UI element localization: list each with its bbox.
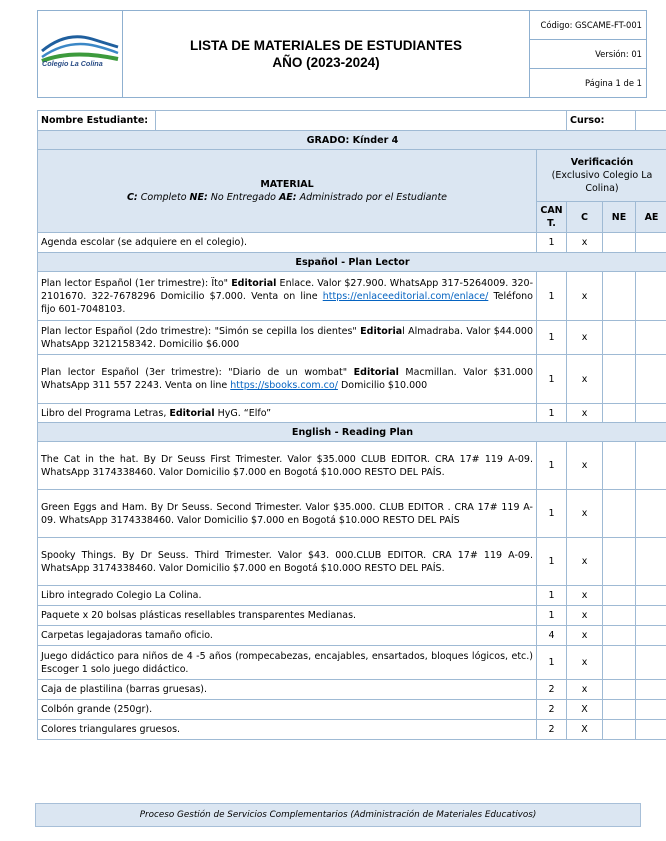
item-text: Libro del Programa Letras, bbox=[41, 407, 170, 419]
legend-title: MATERIAL bbox=[260, 179, 314, 190]
item-qty: 1 bbox=[537, 355, 567, 404]
item-check-ne[interactable] bbox=[603, 680, 636, 700]
table-row bbox=[38, 538, 666, 586]
item-check-ae[interactable] bbox=[636, 680, 666, 700]
item-qty: 4 bbox=[537, 626, 567, 646]
item-check-ne[interactable] bbox=[603, 720, 636, 740]
sbooks-link[interactable]: https://sbooks.com.co/ bbox=[230, 380, 338, 391]
table-row bbox=[38, 355, 666, 404]
item-check-c[interactable]: x bbox=[567, 404, 603, 423]
course-field[interactable] bbox=[636, 111, 666, 131]
item-check-c[interactable]: x bbox=[567, 646, 603, 680]
materials-table bbox=[37, 110, 666, 740]
item-check-ne[interactable] bbox=[603, 404, 636, 423]
item-check-c[interactable]: x bbox=[567, 538, 603, 586]
legend-ae-text: Administrado por el Estudiante bbox=[296, 192, 448, 203]
item-check-c[interactable]: x bbox=[567, 606, 603, 626]
item-check-ne[interactable] bbox=[603, 538, 636, 586]
item-check-ne[interactable] bbox=[603, 626, 636, 646]
item-qty: 1 bbox=[537, 272, 567, 321]
item-check-ae[interactable] bbox=[636, 720, 666, 740]
item-check-ae[interactable] bbox=[636, 233, 666, 253]
item-desc: Colbón grande (250gr). bbox=[38, 700, 537, 720]
hills-logo-icon bbox=[38, 19, 122, 79]
item-check-ae[interactable] bbox=[636, 404, 666, 423]
item-qty: 2 bbox=[537, 700, 567, 720]
item-qty: 1 bbox=[537, 538, 567, 586]
publisher-label: Editorial bbox=[169, 407, 215, 419]
item-check-c[interactable]: x bbox=[567, 233, 603, 253]
logo-text: Colegio La Colina bbox=[42, 59, 103, 68]
item-text: l Almadraba. Valor $44.000 WhatsApp 3212158342. Domicilio $6.000 bbox=[41, 325, 533, 350]
student-name-label: Nombre Estudiante: bbox=[38, 111, 156, 131]
item-desc bbox=[38, 404, 537, 423]
item-check-ae[interactable] bbox=[636, 538, 666, 586]
student-row bbox=[38, 111, 666, 131]
verification-title: Verificación bbox=[570, 157, 634, 168]
page-title bbox=[123, 11, 530, 98]
item-qty: 1 bbox=[537, 646, 567, 680]
item-check-ne[interactable] bbox=[603, 586, 636, 606]
table-row bbox=[38, 646, 666, 680]
item-qty: 1 bbox=[537, 321, 567, 355]
item-desc bbox=[38, 355, 537, 404]
verification-header bbox=[537, 150, 666, 202]
col-ae: AE bbox=[636, 202, 666, 233]
item-qty: 1 bbox=[537, 606, 567, 626]
table-row bbox=[38, 700, 666, 720]
footer: Proceso Gestión de Servicios Complementarios (Administración de Materiales Educativos) bbox=[35, 803, 641, 827]
table-row bbox=[38, 680, 666, 700]
table-row bbox=[38, 272, 666, 321]
section-spanish: Español - Plan Lector bbox=[38, 253, 666, 272]
item-check-ne[interactable] bbox=[603, 490, 636, 538]
col-cant: CANT. bbox=[537, 202, 567, 233]
item-check-c[interactable]: x bbox=[567, 490, 603, 538]
student-name-field[interactable] bbox=[156, 111, 567, 131]
item-check-ae[interactable] bbox=[636, 646, 666, 680]
item-check-ne[interactable] bbox=[603, 646, 636, 680]
legend-ae: AE: bbox=[278, 192, 297, 203]
title-line-1: LISTA DE MATERIALES DE ESTUDIANTES bbox=[189, 38, 462, 53]
item-desc: Green Eggs and Ham. By Dr Seuss. Second Trimester. Valor $35.000. CLUB EDITOR . CRA 17# 119 A-09. WhatsApp 3174338460. Valor Domicilio $7.000 en Bogotá $10.00O RESTO DEL PAÍS bbox=[38, 490, 537, 538]
col-ne: NE bbox=[603, 202, 636, 233]
item-desc bbox=[38, 321, 537, 355]
item-qty: 1 bbox=[537, 586, 567, 606]
verification-subtitle: (Exclusivo Colegio La Colina) bbox=[551, 170, 653, 194]
item-qty: 1 bbox=[537, 490, 567, 538]
item-desc: Colores triangulares gruesos. bbox=[38, 720, 537, 740]
item-qty: 1 bbox=[537, 404, 567, 423]
item-check-ne[interactable] bbox=[603, 321, 636, 355]
item-text: Macmillan. Valor $31.000 WhatsApp 311 557 2243. Venta on line bbox=[41, 367, 533, 391]
item-text: Plan lector Español (1er trimestre): Ïto" bbox=[41, 277, 232, 289]
item-check-c[interactable]: X bbox=[567, 720, 603, 740]
item-qty: 2 bbox=[537, 680, 567, 700]
item-check-ae[interactable] bbox=[636, 606, 666, 626]
item-check-ne[interactable] bbox=[603, 233, 636, 253]
item-check-c[interactable]: x bbox=[567, 626, 603, 646]
col-c: C bbox=[567, 202, 603, 233]
item-desc: Carpetas legajadoras tamaño oficio. bbox=[38, 626, 537, 646]
item-text: Teléfono fijo 601-7048103. bbox=[41, 290, 533, 315]
legend bbox=[38, 150, 537, 233]
item-check-ae[interactable] bbox=[636, 626, 666, 646]
table-row bbox=[38, 233, 666, 253]
item-qty: 2 bbox=[537, 720, 567, 740]
item-check-ae[interactable] bbox=[636, 490, 666, 538]
legend-ne-text: No Entregado bbox=[207, 192, 279, 203]
item-desc bbox=[38, 272, 537, 321]
item-check-ae[interactable] bbox=[636, 700, 666, 720]
grade-band: GRADO: Kínder 4 bbox=[38, 131, 666, 150]
publisher-label: Editorial bbox=[353, 367, 399, 378]
table-row bbox=[38, 490, 666, 538]
item-text: Enlace. Valor $27.900. WhatsApp 317-5264009. 320-2101670. 322-7678296 Domicilio $7.000. Venta on line bbox=[41, 277, 533, 302]
item-check-c[interactable]: x bbox=[567, 586, 603, 606]
item-check-ne[interactable] bbox=[603, 272, 636, 321]
table-row bbox=[38, 720, 666, 740]
item-desc: Libro integrado Colegio La Colina. bbox=[38, 586, 537, 606]
item-check-ne[interactable] bbox=[603, 700, 636, 720]
item-check-ae[interactable] bbox=[636, 272, 666, 321]
item-desc: Spooky Things. By Dr Seuss. Third Trimester. Valor $43. 000.CLUB EDITOR. CRA 17# 119 A-09. WhatsApp 3174338460. Valor Domicilio $7.000 en Bogotá $10.00O RESTO DEL PAÍS. bbox=[38, 538, 537, 586]
doc-code: Código: GSCAME-FT-001 bbox=[530, 11, 647, 40]
enlace-link[interactable]: https://enlaceeditorial.com/enlace/ bbox=[322, 290, 489, 302]
item-qty: 1 bbox=[537, 233, 567, 253]
title-line-2: AÑO (2023-2024) bbox=[272, 55, 380, 70]
item-qty: 1 bbox=[537, 442, 567, 490]
item-text: Plan lector Español (2do trimestre): "Simón se cepilla los dientes" bbox=[41, 325, 361, 337]
item-check-ae[interactable] bbox=[636, 321, 666, 355]
publisher-label: Editoria bbox=[360, 325, 403, 337]
item-desc: Caja de plastilina (barras gruesas). bbox=[38, 680, 537, 700]
item-check-ae[interactable] bbox=[636, 442, 666, 490]
table-row bbox=[38, 442, 666, 490]
legend-c-text: Completo bbox=[137, 192, 190, 203]
legend-ne: NE: bbox=[189, 192, 208, 203]
item-check-c[interactable]: x bbox=[567, 272, 603, 321]
item-text: Plan lector Español (3er trimestre): "Diario de un wombat" bbox=[41, 367, 354, 378]
table-row bbox=[38, 321, 666, 355]
item-desc: The Cat in the hat. By Dr Seuss First Trimester. Valor $35.000 CLUB EDITOR. CRA 17# 119 A-09. WhatsApp 3174338460. Valor Domicilio $7.000 en Bogotá $10.00O RESTO DEL PAÍS. bbox=[38, 442, 537, 490]
item-check-ne[interactable] bbox=[603, 606, 636, 626]
item-check-c[interactable]: x bbox=[567, 355, 603, 404]
table-row bbox=[38, 404, 666, 423]
publisher-label: Editorial bbox=[231, 277, 277, 289]
item-check-ae[interactable] bbox=[636, 586, 666, 606]
doc-version: Versión: 01 bbox=[530, 40, 647, 69]
item-text: HyG. “Elfo” bbox=[214, 407, 272, 419]
logo bbox=[38, 11, 123, 98]
item-desc: Juego didáctico para niños de 4 -5 años (rompecabezas, encajables, ensartados, bloques lógicos, etc.) Escoger 1 solo juego didáctico. bbox=[38, 646, 537, 680]
table-row bbox=[38, 626, 666, 646]
table-row bbox=[38, 606, 666, 626]
doc-page: Página 1 de 1 bbox=[530, 69, 647, 98]
item-check-c[interactable]: x bbox=[567, 680, 603, 700]
legend-row bbox=[38, 150, 666, 202]
section-english: English - Reading Plan bbox=[38, 423, 666, 442]
item-check-c[interactable]: X bbox=[567, 700, 603, 720]
item-desc: Agenda escolar (se adquiere en el colegio). bbox=[38, 233, 537, 253]
document-header bbox=[37, 10, 647, 98]
item-desc: Paquete x 20 bolsas plásticas resellables transparentes Medianas. bbox=[38, 606, 537, 626]
course-label: Curso: bbox=[567, 111, 636, 131]
item-check-c[interactable]: x bbox=[567, 442, 603, 490]
table-row bbox=[38, 586, 666, 606]
item-check-ne[interactable] bbox=[603, 355, 636, 404]
item-text: Domicilio $10.000 bbox=[337, 380, 428, 391]
item-check-ne[interactable] bbox=[603, 442, 636, 490]
legend-c: C: bbox=[126, 192, 138, 203]
item-check-c[interactable]: x bbox=[567, 321, 603, 355]
item-check-ae[interactable] bbox=[636, 355, 666, 404]
